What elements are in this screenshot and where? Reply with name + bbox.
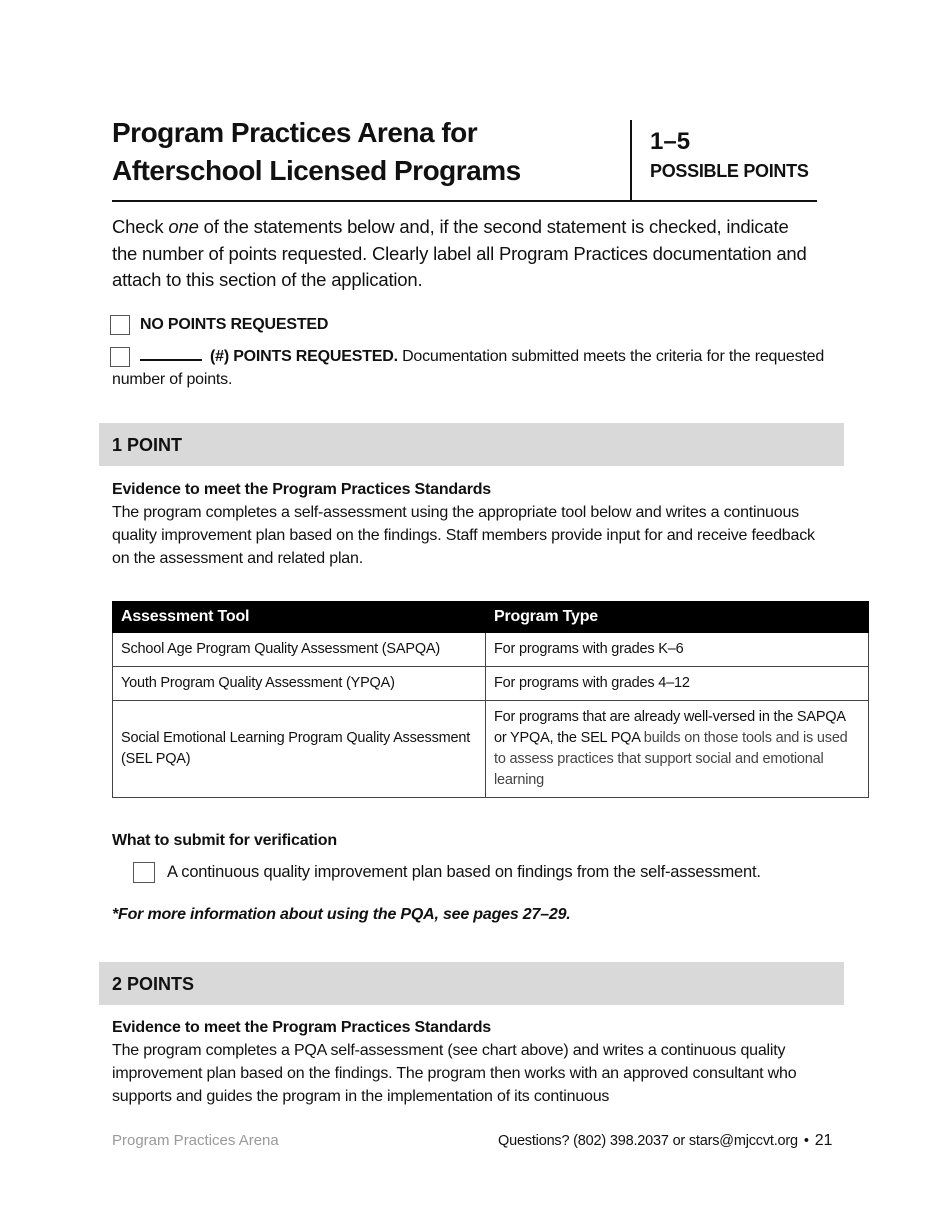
table-cell	[486, 701, 869, 798]
option-points-requested	[112, 345, 832, 391]
more-info-note: *For more information about using the PQA, see pages 27–29.	[112, 906, 571, 923]
table-row	[113, 667, 869, 701]
no-points-checkbox[interactable]	[110, 315, 130, 335]
possible-points	[650, 126, 809, 184]
submit-item-label: A continuous quality improvement plan based on findings from the self-assessment.	[167, 863, 761, 881]
page-number: 21	[814, 1132, 833, 1149]
column-header: Assessment Tool	[113, 602, 486, 633]
points-requested-checkbox[interactable]	[110, 347, 130, 367]
points-range: 1–5	[650, 128, 691, 155]
header-divider	[630, 120, 632, 200]
evidence-block-2	[112, 1016, 822, 1108]
points-label: POSSIBLE POINTS	[650, 161, 809, 181]
option-no-points	[110, 314, 328, 336]
section-heading: 1 POINT	[112, 435, 183, 455]
submit-heading: What to submit for verification	[112, 832, 337, 849]
points-requested-text: Documentation submitted meets the criteria for the requested number of points.	[112, 348, 825, 388]
intro-text-1: Check	[112, 216, 169, 237]
evidence-heading: Evidence to meet the Program Practices Standards	[112, 1019, 491, 1036]
table-header-row	[113, 602, 869, 633]
page-header	[112, 114, 817, 202]
page-title	[112, 114, 622, 190]
evidence-heading: Evidence to meet the Program Practices Standards	[112, 481, 491, 498]
points-number-blank[interactable]	[140, 345, 202, 361]
table-cell: For programs with grades K–6	[486, 633, 869, 667]
title-line-1: Program Practices Arena for	[112, 117, 478, 148]
evidence-text: The program completes a self-assessment using the appropriate tool below and writes a continuous quality improvement plan based on the findings. Staff members provide input for and receive feedback on the assessment and related plan.	[112, 504, 815, 567]
footer-contact	[498, 1132, 832, 1150]
evidence-text: The program completes a PQA self-assessment (see chart above) and writes a continuous quality improvement plan based on the findings. The program then works with an approved consultant who supports and guides the program in the implementation of its continuous	[112, 1042, 797, 1105]
column-header: Program Type	[486, 602, 869, 633]
submit-item-checkbox[interactable]	[133, 862, 155, 883]
title-line-2: Afterschool Licensed Programs	[112, 155, 521, 186]
table-row	[113, 701, 869, 798]
submit-item	[133, 861, 761, 883]
section-heading: 2 POINTS	[112, 974, 195, 994]
table-cell: Social Emotional Learning Program Quality Assessment (SEL PQA)	[113, 701, 486, 798]
assessment-tools-table	[112, 601, 869, 798]
section-band-2-points	[99, 962, 844, 1005]
cell-text: For programs that are already well-versed in the SAPQA or YPQA, the SEL PQA	[494, 709, 846, 746]
bullet-separator: •	[803, 1133, 809, 1149]
intro-paragraph	[112, 214, 812, 294]
no-points-label: NO POINTS REQUESTED	[140, 316, 329, 333]
table-cell: School Age Program Quality Assessment (SAPQA)	[113, 633, 486, 667]
points-requested-label: (#) POINTS REQUESTED.	[210, 348, 398, 365]
intro-emphasis: one	[168, 216, 199, 237]
section-band-1-point	[99, 423, 844, 466]
table-row	[113, 633, 869, 667]
table-cell: Youth Program Quality Assessment (YPQA)	[113, 667, 486, 701]
table-cell: For programs with grades 4–12	[486, 667, 869, 701]
intro-text-2: of the statements below and, if the second statement is checked, indicate the number of points requested. Clearly label all Program Practices documentation and attach to this section of the application.	[112, 216, 807, 290]
contact-info: Questions? (802) 398.2037 or stars@mjccvt.org	[498, 1133, 798, 1149]
evidence-block-1	[112, 478, 822, 570]
cell-text-tail: builds on those tools and is used to assess practices that support social and emotional learning	[494, 730, 848, 788]
footer-section-name: Program Practices Arena	[112, 1132, 279, 1149]
